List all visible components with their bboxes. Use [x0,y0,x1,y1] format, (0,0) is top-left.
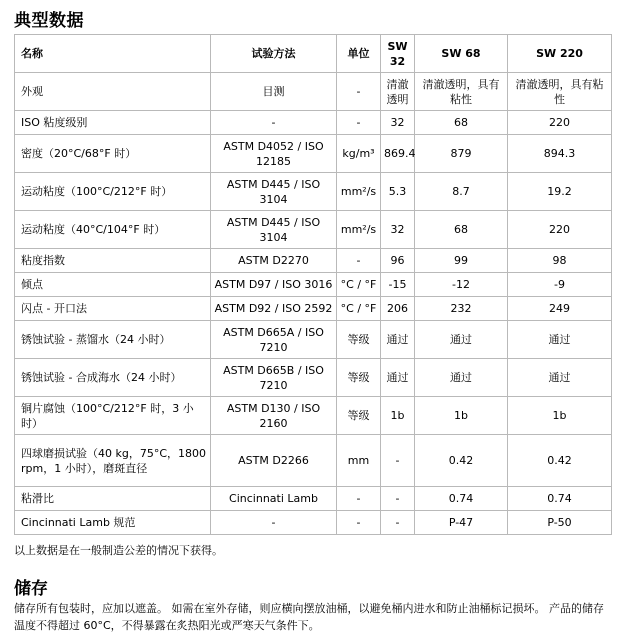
table-cell: 通过 [381,321,415,359]
table-row [15,111,612,135]
table-row [15,397,612,435]
table-cell: ASTM D2270 [211,249,337,273]
header-test-method: 试验方法 [211,35,337,73]
table-cell: 0.74 [508,487,612,511]
table-cell: -9 [508,273,612,297]
table-cell: - [337,111,381,135]
table-cell: 68 [415,211,508,249]
table-cell: 206 [381,297,415,321]
table-cell: 32 [381,211,415,249]
table-cell: 32 [381,111,415,135]
table-cell: 232 [415,297,508,321]
table-cell: P-50 [508,511,612,535]
table-cell: - [211,111,337,135]
table-cell: ASTM D445 / ISO 3104 [211,211,337,249]
table-cell: mm²/s [337,173,381,211]
header-name: 名称 [15,35,211,73]
row-label-cell: 外观 [15,73,211,111]
row-label-cell: 锈蚀试验 - 蒸馏水（24 小时） [15,321,211,359]
header-unit: 单位 [337,35,381,73]
table-cell: 通过 [381,359,415,397]
table-row [15,249,612,273]
table-cell: 0.42 [508,435,612,487]
table-cell: -12 [415,273,508,297]
table-cell: 879 [415,135,508,173]
table-cell: -15 [381,273,415,297]
table-cell: ASTM D665A / ISO 7210 [211,321,337,359]
table-cell: mm²/s [337,211,381,249]
table-note: 以上数据是在一般制造公差的情况下获得。 [14,544,223,557]
table-cell: mm [337,435,381,487]
table-cell: 249 [508,297,612,321]
table-cell: 220 [508,211,612,249]
table-row [15,321,612,359]
row-label-cell: 倾点 [15,273,211,297]
table-row [15,273,612,297]
table-cell: 98 [508,249,612,273]
table-cell: 等级 [337,397,381,435]
table-header-row [15,35,612,73]
row-label-cell: 粘度指数 [15,249,211,273]
table-cell: °C / °F [337,297,381,321]
table-cell: - [381,511,415,535]
row-label-cell: 粘滑比 [15,487,211,511]
table-cell: ASTM D92 / ISO 2592 [211,297,337,321]
table-row [15,135,612,173]
row-label-cell: 运动粘度（40°C/104°F 时） [15,211,211,249]
table-row [15,211,612,249]
row-label-cell: 闪点 - 开口法 [15,297,211,321]
table-cell: ASTM D4052 / ISO 12185 [211,135,337,173]
table-cell: 清澈透明，具有粘性 [508,73,612,111]
table-cell: 220 [508,111,612,135]
table-cell: ASTM D445 / ISO 3104 [211,173,337,211]
table-cell: 68 [415,111,508,135]
table-cell: - [211,511,337,535]
table-cell: - [337,249,381,273]
table-cell: 96 [381,249,415,273]
table-cell: - [381,435,415,487]
table-cell: 1b [381,397,415,435]
table-cell: 99 [415,249,508,273]
table-cell: 等级 [337,359,381,397]
row-label-cell: 锈蚀试验 - 合成海水（24 小时） [15,359,211,397]
section-title-typical-data: 典型数据 [14,11,84,31]
section-title-storage: 储存 [14,579,48,599]
row-label-cell: 密度（20°C/68°F 时） [15,135,211,173]
table-cell: 1b [415,397,508,435]
row-label-cell: ISO 粘度级别 [15,111,211,135]
table-cell: 通过 [415,359,508,397]
table-row [15,511,612,535]
header-sw32: SW 32 [381,35,415,73]
table-row [15,297,612,321]
table-cell: 等级 [337,321,381,359]
table-cell: 5.3 [381,173,415,211]
table-cell: 目测 [211,73,337,111]
header-sw220: SW 220 [508,35,612,73]
table-row [15,435,612,487]
table-cell: 0.74 [415,487,508,511]
row-label-cell: 四球磨损试验（40 kg，75°C，1800 rpm，1 小时），磨斑直径 [15,435,211,487]
table-cell: Cincinnati Lamb [211,487,337,511]
table-row [15,73,612,111]
table-row [15,173,612,211]
table-cell: 通过 [508,321,612,359]
table-cell: ASTM D97 / ISO 3016 [211,273,337,297]
table-cell: ASTM D130 / ISO 2160 [211,397,337,435]
table-cell: 894.3 [508,135,612,173]
table-cell: ASTM D665B / ISO 7210 [211,359,337,397]
table-cell: ASTM D2266 [211,435,337,487]
table-cell: 1b [508,397,612,435]
row-label-cell: 运动粘度（100°C/212°F 时） [15,173,211,211]
table-row [15,359,612,397]
table-cell: 869.4 [381,135,415,173]
table-cell: 通过 [415,321,508,359]
table-cell: 0.42 [415,435,508,487]
row-label-cell: Cincinnati Lamb 规范 [15,511,211,535]
row-label-cell: 铜片腐蚀（100°C/212°F 时，3 小时） [15,397,211,435]
table-cell: - [337,511,381,535]
storage-paragraph: 储存所有包装时，应加以遮盖。 如需在室外存储，则应横向摆放油桶，以避免桶内进水和防止油桶标记损坏。 产品的储存温度不得超过 60°C，不得暴露在炙热阳光或严寒天气条件下。 [14,602,604,632]
table-cell: °C / °F [337,273,381,297]
typical-data-table [14,34,612,535]
table-cell: 清澈透明 [381,73,415,111]
table-row [15,487,612,511]
header-sw68: SW 68 [415,35,508,73]
table-cell: - [337,73,381,111]
table-cell: 通过 [508,359,612,397]
table-cell: 8.7 [415,173,508,211]
table-cell: kg/m³ [337,135,381,173]
table-cell: - [381,487,415,511]
table-cell: 19.2 [508,173,612,211]
table-cell: - [337,487,381,511]
table-cell: 清澈透明，具有粘性 [415,73,508,111]
table-cell: P-47 [415,511,508,535]
